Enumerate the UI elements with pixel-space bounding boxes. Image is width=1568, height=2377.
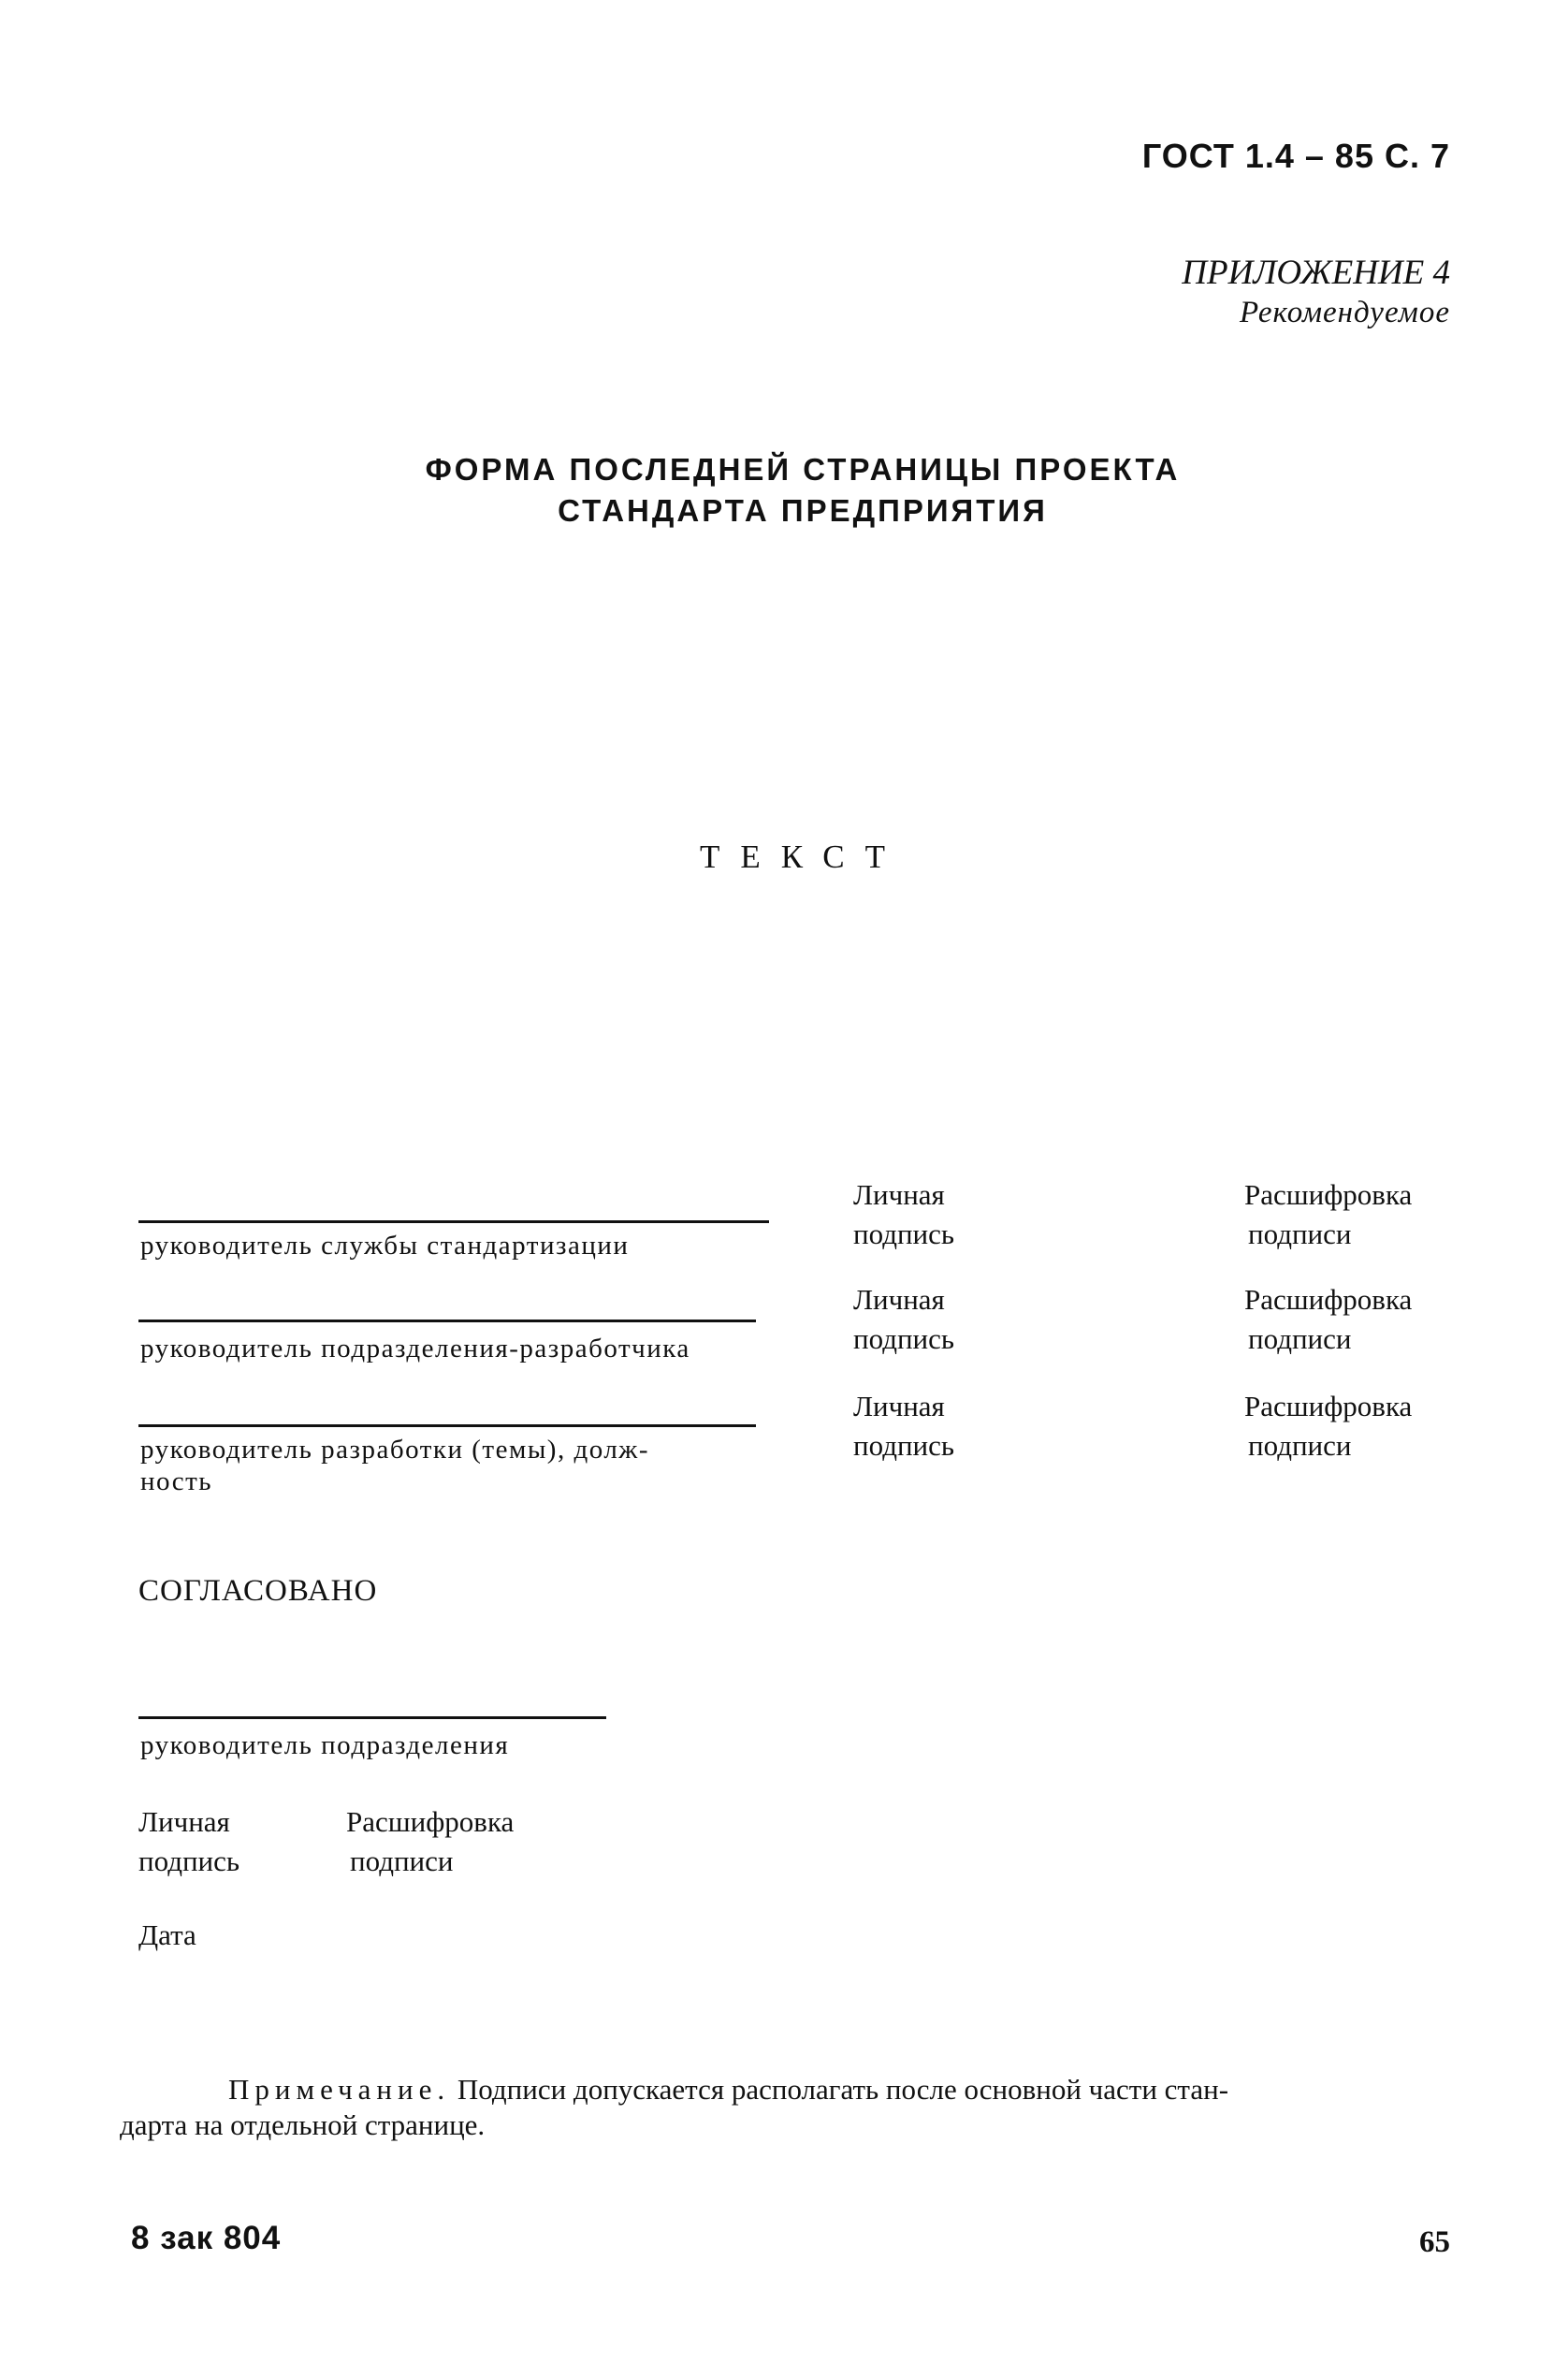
personal-signature-label: Личная подпись bbox=[853, 1283, 955, 1355]
signature-role: руководитель службы стандартизации bbox=[140, 1231, 630, 1261]
note-label: Примечание. bbox=[228, 2073, 451, 2106]
signature-decoding-label: Расшифровка подписи bbox=[1244, 1390, 1413, 1462]
signature-role: руководитель подразделения-разработчика bbox=[140, 1334, 690, 1363]
form-title-line-2: СТАНДАРТА ПРЕДПРИЯТИЯ bbox=[558, 493, 1048, 528]
agreed-heading: СОГЛАСОВАНО bbox=[138, 1574, 378, 1608]
document-code: ГОСТ 1.4 – 85 С. 7 bbox=[1141, 137, 1450, 175]
signature-decoding-label: Расшифровка подписи bbox=[1244, 1178, 1413, 1250]
signature-line bbox=[138, 1320, 756, 1322]
date-label: Дата bbox=[138, 1918, 196, 1951]
signature-decoding-label: Расшифровка подписи bbox=[1244, 1283, 1413, 1355]
form-title bbox=[0, 449, 1568, 532]
note-text-line-2: дарта на отдельной странице. bbox=[120, 2108, 486, 2141]
page-number: 65 bbox=[1419, 2225, 1450, 2259]
appendix-label: ПРИЛОЖЕНИЕ 4 bbox=[1182, 254, 1450, 292]
signature-line bbox=[138, 1716, 606, 1719]
personal-signature-label: Личная подпись bbox=[853, 1390, 955, 1462]
signature-decoding-label: Расшифровка подписи bbox=[346, 1805, 515, 1877]
signature-line bbox=[138, 1424, 756, 1427]
agreed-role: руководитель подразделения bbox=[140, 1730, 510, 1760]
print-order-mark: 8 зак 804 bbox=[131, 2220, 282, 2256]
personal-signature-label: Личная подпись bbox=[853, 1178, 955, 1250]
signature-line bbox=[138, 1220, 769, 1223]
body-text-placeholder: ТЕКСТ bbox=[700, 839, 906, 875]
signature-role: руководитель разработки (темы), долж- ность bbox=[140, 1435, 649, 1496]
note bbox=[120, 2072, 1458, 2143]
note-text-line-1: Подписи допускается располагать после основной части стан- bbox=[457, 2073, 1229, 2106]
recommended-label: Рекомендуемое bbox=[1239, 296, 1450, 329]
personal-signature-label: Личная подпись bbox=[138, 1805, 240, 1877]
form-title-line-1: ФОРМА ПОСЛЕДНЕЙ СТРАНИЦЫ ПРОЕКТА bbox=[425, 452, 1181, 487]
